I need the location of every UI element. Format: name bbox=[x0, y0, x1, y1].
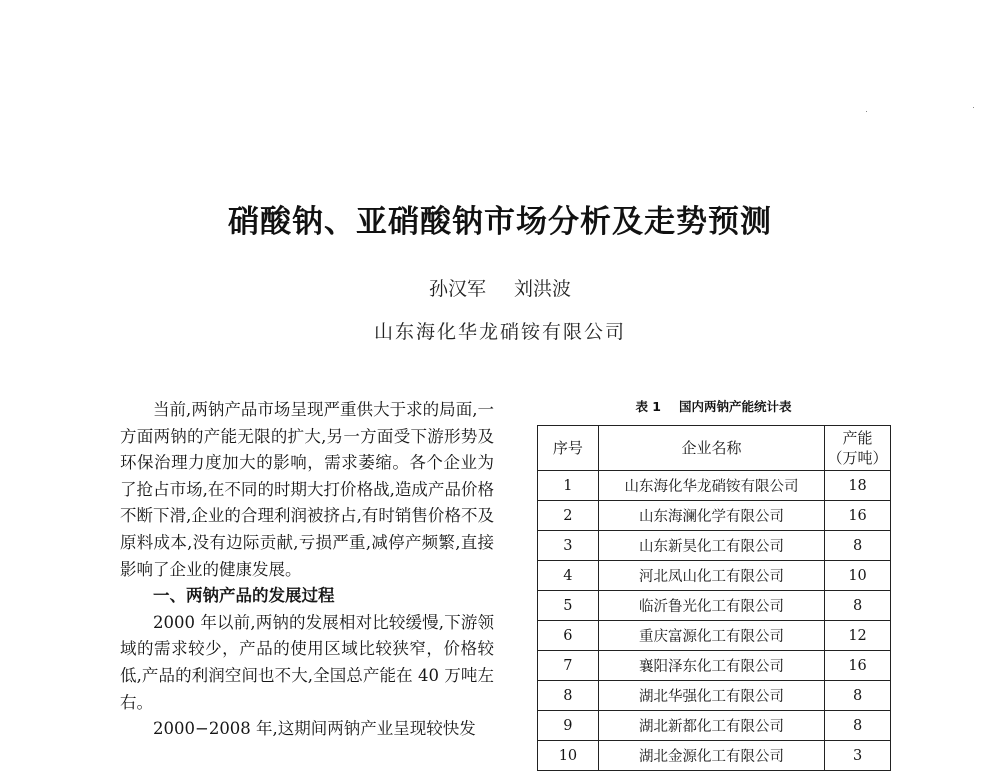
table-row bbox=[538, 501, 891, 531]
cell-index: 7 bbox=[538, 651, 599, 681]
scan-speck bbox=[973, 107, 974, 108]
table-row bbox=[538, 531, 891, 561]
table-row bbox=[538, 561, 891, 591]
cell-capacity: 8 bbox=[825, 591, 891, 621]
table-caption bbox=[537, 397, 890, 415]
table-row bbox=[538, 591, 891, 621]
table-row bbox=[538, 741, 891, 771]
header-capacity-unit: （万吨） bbox=[827, 449, 888, 467]
cell-company: 山东新昊化工有限公司 bbox=[598, 531, 824, 561]
cell-index: 3 bbox=[538, 531, 599, 561]
author-name: 刘洪波 bbox=[514, 278, 572, 300]
cell-company: 山东海澜化学有限公司 bbox=[598, 501, 824, 531]
cell-company: 襄阳泽东化工有限公司 bbox=[598, 651, 824, 681]
cell-capacity: 10 bbox=[825, 561, 891, 591]
cell-capacity: 16 bbox=[825, 651, 891, 681]
cell-index: 1 bbox=[538, 471, 599, 501]
author-affiliation: 山东海化华龙硝铵有限公司 bbox=[373, 321, 626, 343]
cell-index: 6 bbox=[538, 621, 599, 651]
table-row bbox=[538, 621, 891, 651]
body-paragraph: 2000−2008 年,这期间两钠产业呈现较快发 bbox=[153, 719, 476, 739]
cell-index: 10 bbox=[538, 741, 599, 771]
header-capacity-label: 产能 bbox=[842, 429, 873, 447]
author-list bbox=[0, 274, 1000, 301]
body-column bbox=[120, 397, 494, 743]
body-paragraph: 2000 年以前,两钠的发展相对比较缓慢,下游领域的需求较少，产品的使用区域比较狭窄，价格较低,产品的利润空间也不大,全国总产能在 40 万吨左右。 bbox=[120, 612, 494, 712]
cell-capacity: 12 bbox=[825, 621, 891, 651]
cell-index: 4 bbox=[538, 561, 599, 591]
author-name: 孙汉军 bbox=[428, 278, 486, 300]
cell-capacity: 8 bbox=[825, 681, 891, 711]
cell-index: 5 bbox=[538, 591, 599, 621]
intro-paragraph: 当前,两钠产品市场呈现严重供大于求的局面,一方面两钠的产能无限的扩大,另一方面受下游形势及环保治理力度加大的影响，需求萎缩。各个企业为了抢占市场,在不同的时期大打价格战,造成产品价格不断下滑,企业的合理利润被挤占,有时销售价格不及原料成本,没有边际贡献,亏损严重,减停产频繁,直接影响了企业的健康发展。 bbox=[120, 400, 494, 579]
cell-company: 湖北金源化工有限公司 bbox=[598, 741, 824, 771]
table-row bbox=[538, 651, 891, 681]
cell-capacity: 16 bbox=[825, 501, 891, 531]
table-number: 表 1 bbox=[635, 399, 662, 414]
scan-speck bbox=[866, 111, 867, 112]
cell-company: 湖北新都化工有限公司 bbox=[598, 711, 824, 741]
cell-capacity: 3 bbox=[825, 741, 891, 771]
capacity-table bbox=[537, 425, 891, 771]
table-header-row bbox=[538, 426, 891, 471]
article-title: 硝酸钠、亚硝酸钠市场分析及走势预测 bbox=[228, 204, 772, 240]
section-heading: 一、两钠产品的发展过程 bbox=[153, 586, 335, 606]
header-index: 序号 bbox=[538, 426, 599, 471]
table-row bbox=[538, 681, 891, 711]
cell-index: 2 bbox=[538, 501, 599, 531]
cell-company: 山东海化华龙硝铵有限公司 bbox=[598, 471, 824, 501]
cell-index: 9 bbox=[538, 711, 599, 741]
cell-company: 河北凤山化工有限公司 bbox=[598, 561, 824, 591]
cell-company: 重庆富源化工有限公司 bbox=[598, 621, 824, 651]
table-title: 国内两钠产能统计表 bbox=[679, 399, 792, 414]
cell-capacity: 18 bbox=[825, 471, 891, 501]
cell-index: 8 bbox=[538, 681, 599, 711]
header-company: 企业名称 bbox=[598, 426, 824, 471]
cell-company: 临沂鲁光化工有限公司 bbox=[598, 591, 824, 621]
table-row bbox=[538, 471, 891, 501]
header-capacity bbox=[825, 426, 891, 471]
cell-capacity: 8 bbox=[825, 531, 891, 561]
cell-capacity: 8 bbox=[825, 711, 891, 741]
table-row bbox=[538, 711, 891, 741]
cell-company: 湖北华强化工有限公司 bbox=[598, 681, 824, 711]
